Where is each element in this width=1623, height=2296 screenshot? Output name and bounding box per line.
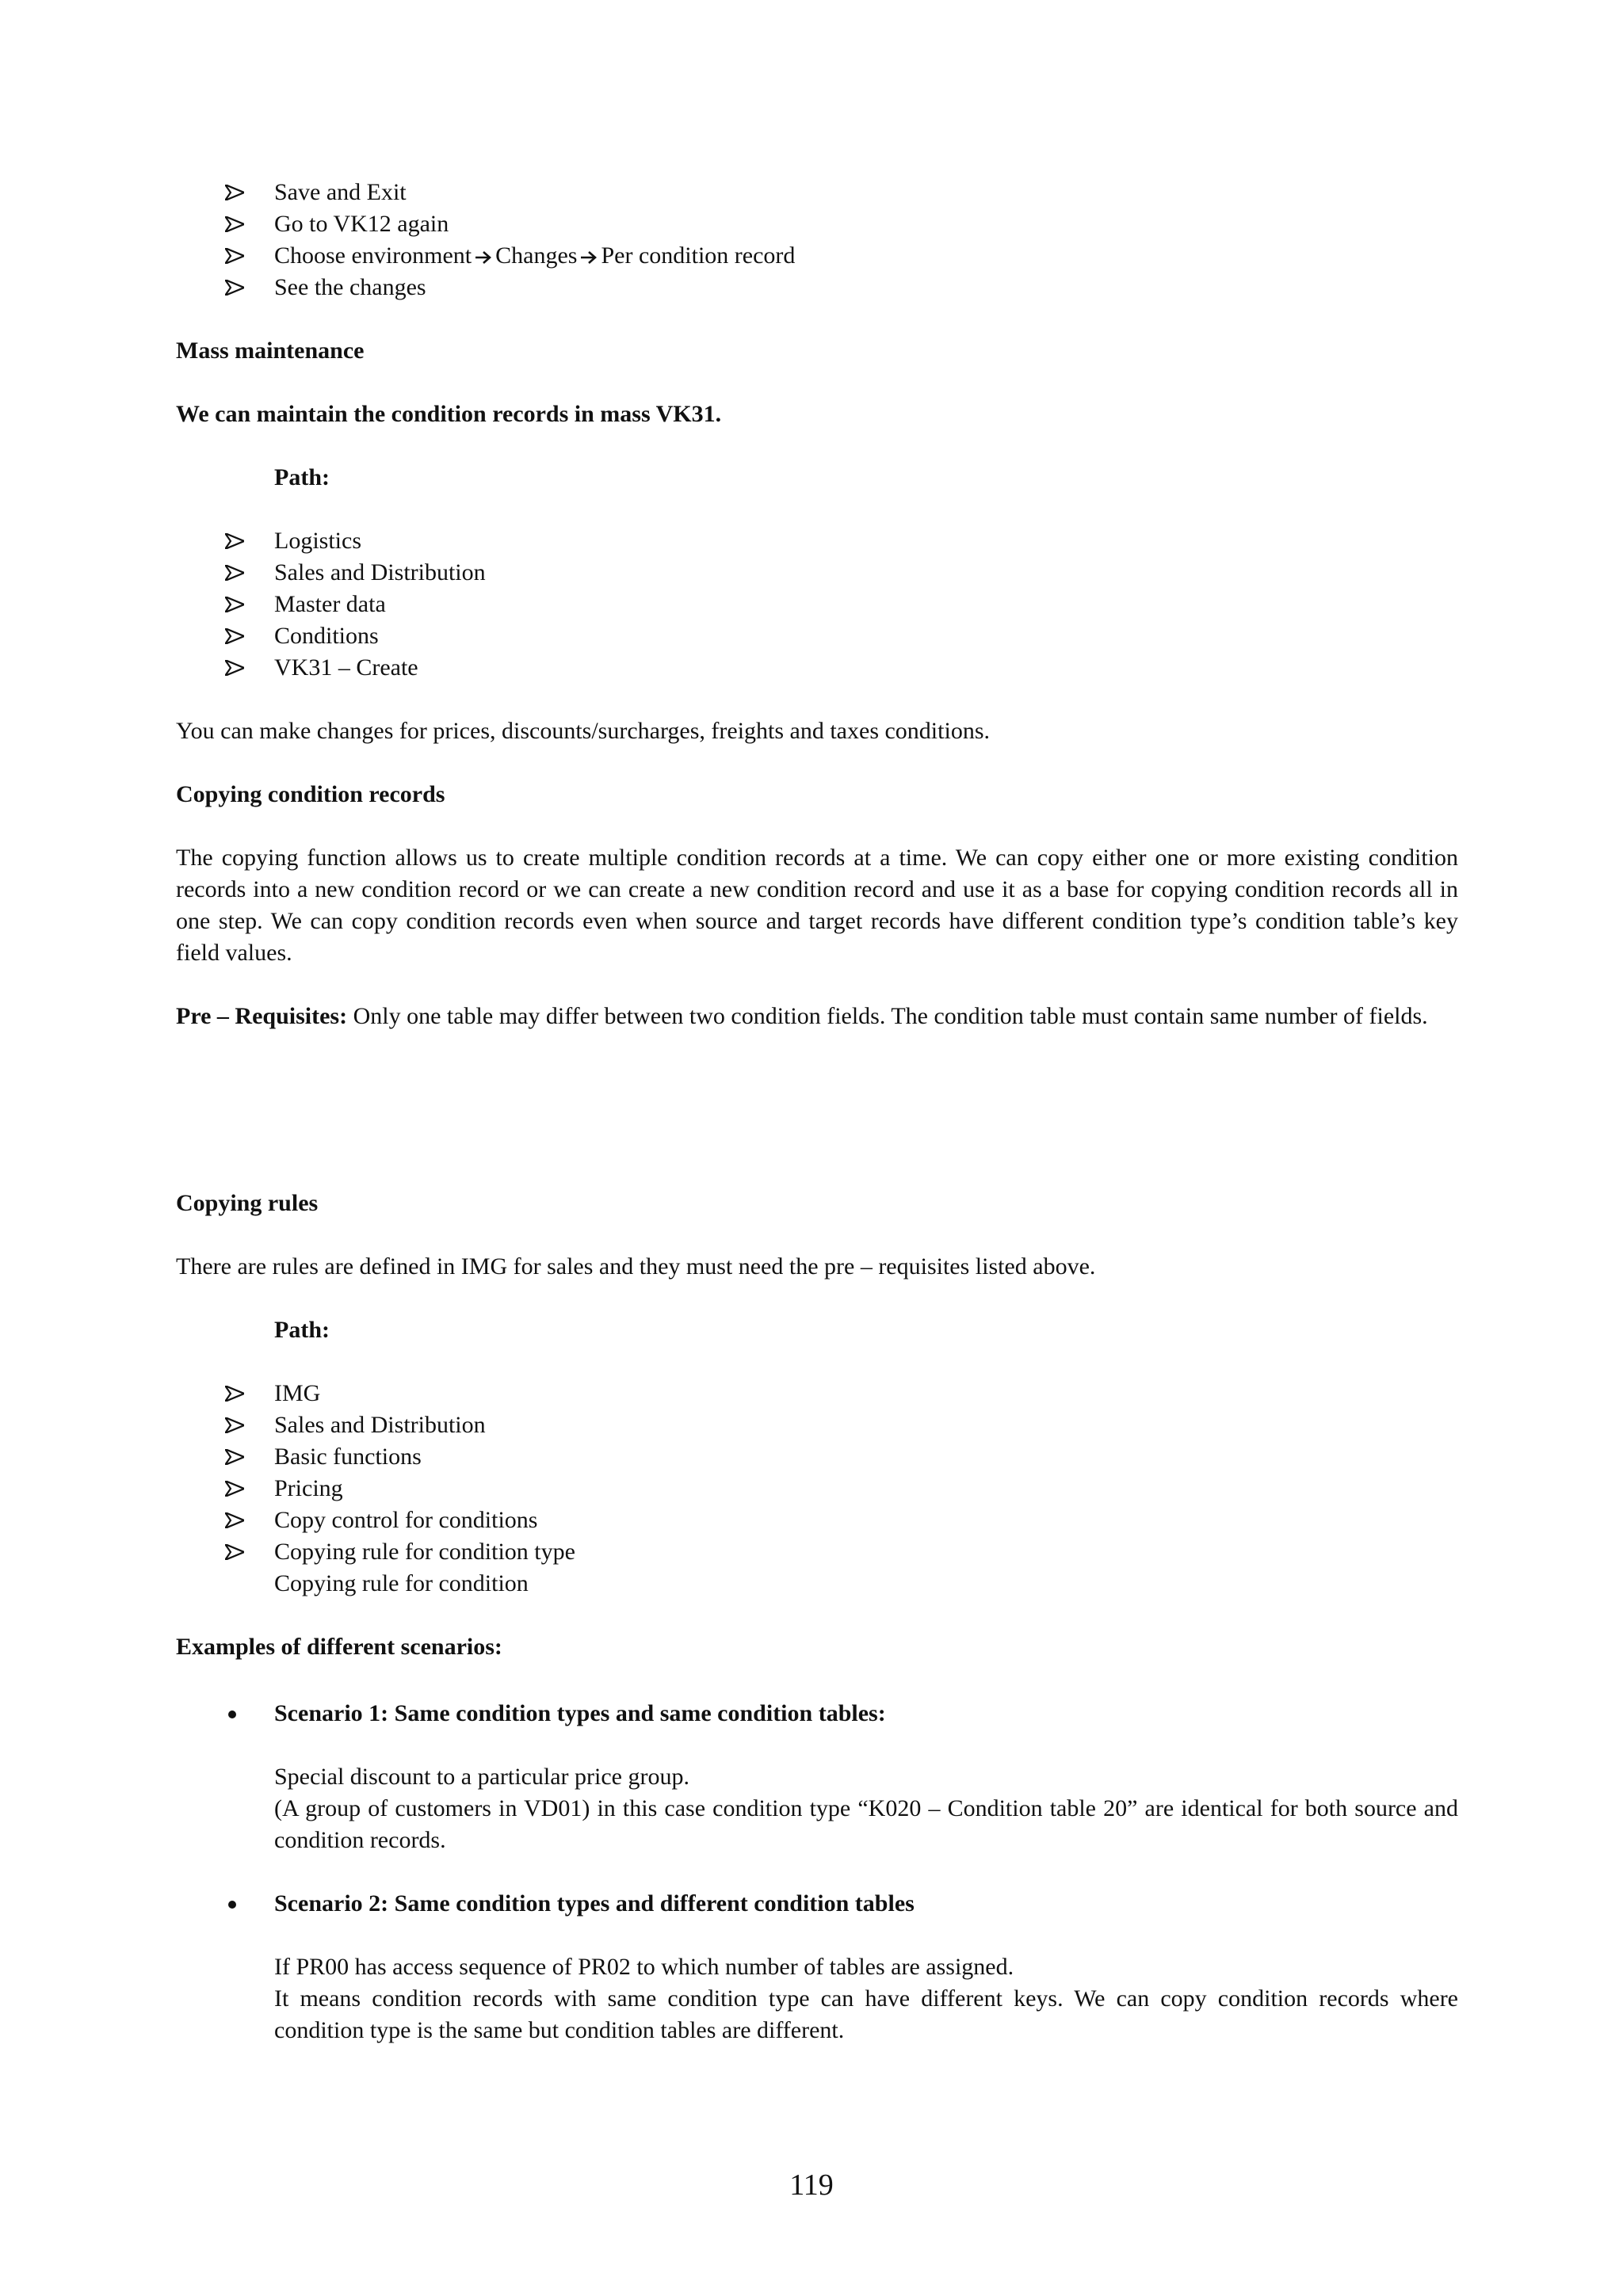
arrow-bullet-icon (225, 185, 244, 200)
scenario-2-line-2: It means condition records with same condition type can have different keys. We can copy condition records where condition type is the same but condition tables are different. (274, 1985, 1458, 2043)
arrow-bullet-icon (225, 1449, 244, 1465)
arrow-bullet-icon (225, 1544, 244, 1560)
arrow-bullet-icon (225, 660, 244, 676)
prerequisites-paragraph (176, 1001, 1458, 1032)
copying-heading: Copying condition records (176, 781, 445, 807)
arrow-bullet-icon (225, 280, 244, 296)
bullet-dot-icon (228, 1711, 236, 1718)
arrow-bullet-icon (225, 1512, 244, 1528)
arrow-bullet-icon (225, 216, 244, 232)
scenario-1 (176, 1698, 1458, 1856)
prerequisites-text: Only one table may differ between two condition fields. The condition table must contain same number of fields. (347, 1003, 1428, 1029)
list-item: Sales and Distribution (176, 557, 1458, 589)
arrow-bullet-icon (225, 533, 244, 549)
scenario-2 (176, 1888, 1458, 2046)
list-item: Master data (176, 589, 1458, 620)
list-item: Conditions (176, 620, 1458, 652)
list-item: See the changes (176, 272, 1458, 303)
right-arrow-icon (475, 250, 492, 265)
right-arrow-icon (580, 250, 598, 265)
list-item: Copy control for conditions (176, 1505, 1458, 1536)
mass-maintenance-statement: We can maintain the condition records in mass VK31. (176, 401, 722, 427)
arrow-bullet-icon (225, 1481, 244, 1497)
scenario-2-title: Scenario 2: Same condition types and different condition tables (274, 1890, 915, 1917)
mass-maintenance-heading: Mass maintenance (176, 338, 365, 364)
list-item: Save and Exit (176, 177, 1458, 208)
list-item: Pricing (176, 1473, 1458, 1505)
path-label: Path: (274, 464, 330, 490)
arrow-bullet-icon (225, 597, 244, 612)
arrow-bullet-icon (225, 628, 244, 644)
list-item: IMG (176, 1378, 1458, 1409)
examples-heading: Examples of different scenarios: (176, 1634, 502, 1660)
bullet-dot-icon (228, 1901, 236, 1909)
arrow-bullet-icon (225, 1386, 244, 1402)
arrow-bullet-icon (225, 565, 244, 581)
copying-rules-paragraph: There are rules are defined in IMG for sales and they must need the pre – requisites listed above. (176, 1253, 1096, 1280)
steps-list (176, 177, 1458, 303)
list-item: VK31 – Create (176, 652, 1458, 684)
mass-maintenance-note: You can make changes for prices, discounts/surcharges, freights and taxes conditions. (176, 718, 990, 744)
scenario-2-line-1: If PR00 has access sequence of PR02 to which number of tables are assigned. (274, 1954, 1014, 1980)
rules-path-list (176, 1378, 1458, 1600)
path-label: Path: (274, 1317, 330, 1343)
mass-path-list (176, 525, 1458, 684)
copying-rules-heading: Copying rules (176, 1190, 319, 1216)
list-item: Logistics (176, 525, 1458, 557)
prerequisites-label: Pre – Requisites: (176, 1003, 348, 1029)
arrow-bullet-icon (225, 248, 244, 264)
copying-paragraph: The copying function allows us to create multiple condition records at a time. We can copy either one or more existing condition records into a new condition record or we can create a new condition record and use it as a base for copying condition records all in one step. We can copy condition records even when source and target records have different condition type’s condition table’s key field values. (176, 845, 1458, 966)
page-number: 119 (789, 2168, 834, 2202)
scenario-1-line-2: (A group of customers in VD01) in this case condition type “K020 – Condition table 20” are identical for both source and condition records. (274, 1795, 1458, 1853)
list-item: Basic functions (176, 1441, 1458, 1473)
list-item: Sales and Distribution (176, 1409, 1458, 1441)
arrow-bullet-icon (225, 1417, 244, 1433)
scenario-1-line-1: Special discount to a particular price group. (274, 1764, 689, 1790)
list-item: Go to VK12 again (176, 208, 1458, 240)
scenario-1-title: Scenario 1: Same condition types and same condition tables: (274, 1700, 886, 1726)
list-item: Choose environment Changes Per condition record (176, 240, 1458, 272)
list-item: Copying rule for condition (274, 1570, 529, 1596)
list-item: Copying rule for condition type (176, 1536, 1458, 1568)
